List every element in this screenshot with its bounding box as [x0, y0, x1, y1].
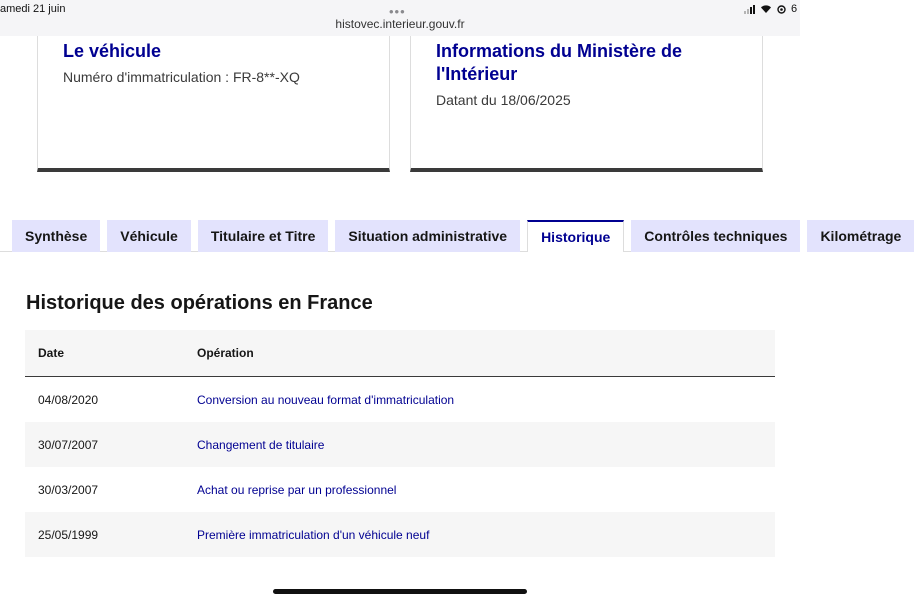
table-row [25, 377, 775, 422]
data-date: Datant du 18/06/2025 [436, 92, 571, 108]
page-title: Historique des opérations en France [26, 292, 373, 314]
vehicle-card-title[interactable]: Le véhicule [63, 41, 162, 61]
home-indicator[interactable] [273, 589, 527, 594]
history-table [25, 330, 775, 557]
browser-status-bar [0, 0, 800, 36]
historique-panel [0, 252, 800, 600]
tab-historique[interactable]: Historique [527, 220, 624, 252]
battery-percent: 6 [791, 3, 798, 15]
tab-controles-techniques[interactable]: Contrôles techniques [631, 220, 800, 252]
location-icon [777, 5, 786, 14]
row-date: 25/05/1999 [38, 527, 99, 542]
registration-number: Numéro d'immatriculation : FR-8**-XQ [63, 69, 300, 85]
row-operation: Achat ou reprise par un professionnel [197, 482, 397, 497]
table-row [25, 467, 775, 512]
table-header [25, 330, 775, 377]
tab-kilometrage[interactable]: Kilométrage [807, 220, 914, 252]
ministry-card-title[interactable]: Informations du Ministère de l'Intérieur [436, 41, 683, 84]
status-icons [744, 3, 800, 15]
address-bar-url[interactable]: histovec.interieur.gouv.fr [335, 17, 465, 31]
row-operation: Conversion au nouveau format d'immatriculation [197, 392, 455, 407]
vehicle-card [37, 36, 390, 172]
column-header-date: Date [38, 346, 65, 360]
column-header-operation: Opération [197, 346, 254, 360]
signal-icon [744, 4, 755, 14]
table-row [25, 512, 775, 557]
tab-list [12, 220, 902, 252]
row-date: 30/07/2007 [38, 437, 99, 452]
table-row [25, 422, 775, 467]
ministry-card [410, 36, 763, 172]
status-time: amedi 21 juin [0, 3, 66, 15]
more-dots-icon[interactable]: ••• [389, 4, 406, 19]
row-date: 04/08/2020 [38, 392, 99, 407]
row-date: 30/03/2007 [38, 482, 99, 497]
tab-vehicule[interactable]: Véhicule [107, 220, 191, 252]
wifi-icon [760, 4, 772, 14]
tab-situation-administrative[interactable]: Situation administrative [335, 220, 520, 252]
tab-titulaire-et-titre[interactable]: Titulaire et Titre [198, 220, 329, 252]
row-operation: Première immatriculation d'un véhicule neuf [197, 527, 430, 542]
tab-synthese[interactable]: Synthèse [12, 220, 100, 252]
row-operation: Changement de titulaire [197, 437, 325, 452]
